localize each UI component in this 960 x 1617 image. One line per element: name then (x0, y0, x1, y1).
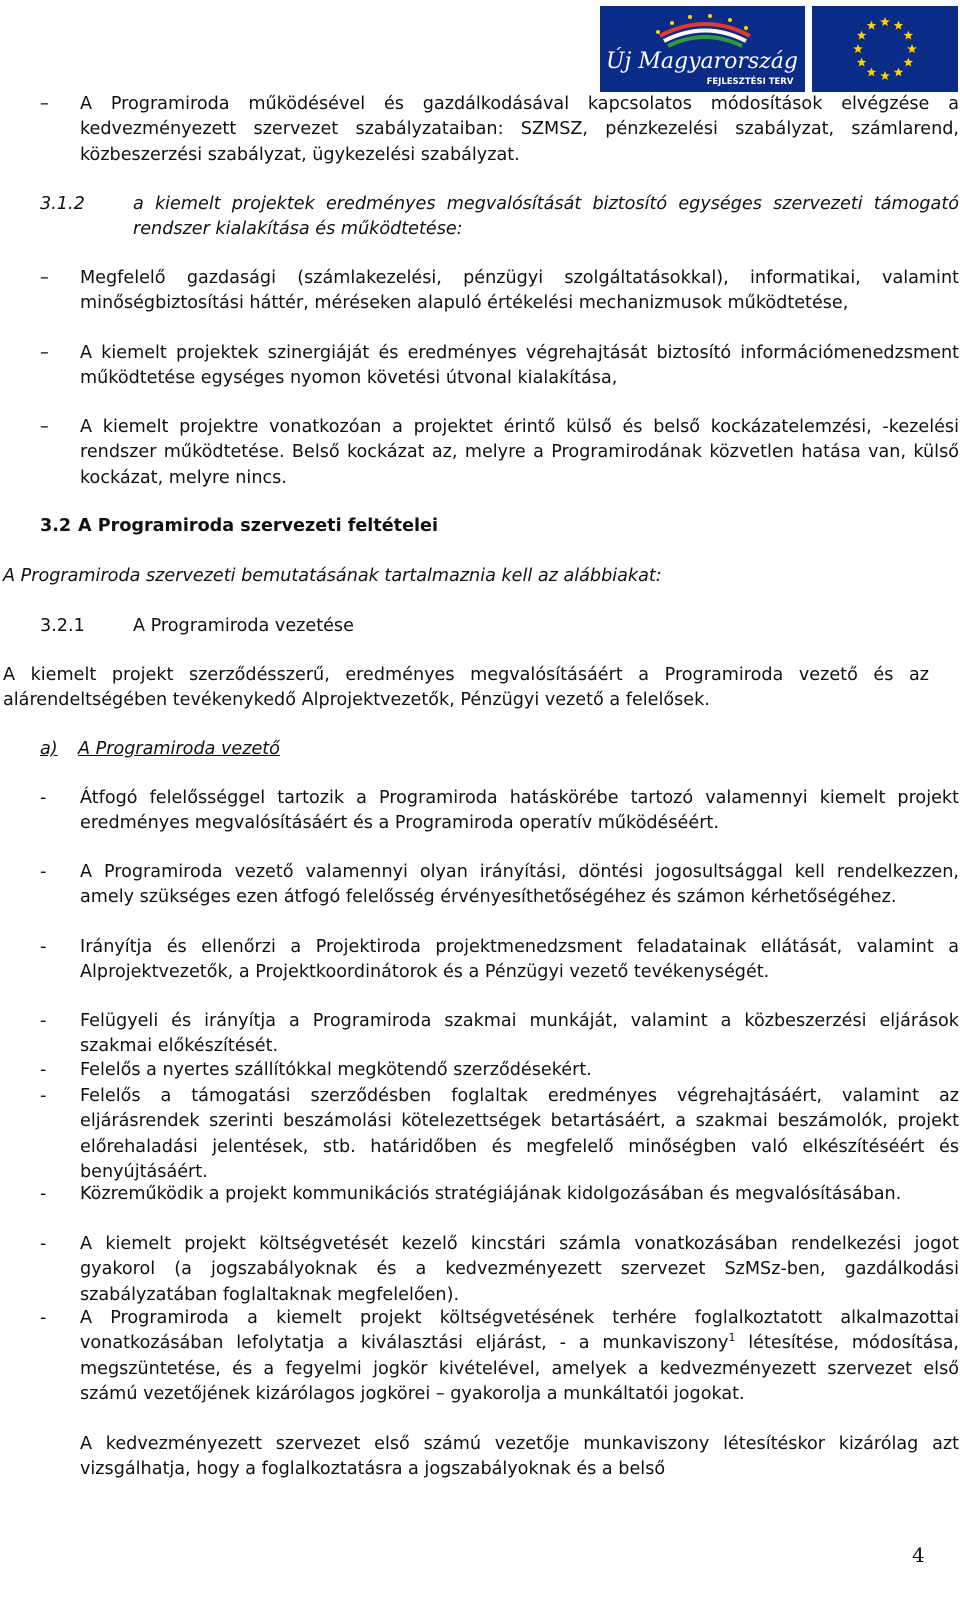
list-item-text (80, 1306, 959, 1407)
list-item (40, 266, 959, 338)
list-item-text: Közreműködik a projekt kommunikációs stratégiájának kidolgozásában és megvalósításában. (80, 1184, 902, 1204)
list-item-text: A Programiroda működésével és gazdálkodásával kapcsolatos módosítások elvégzése a kedvezményezett szervezet szabályzataiban: SZMSZ, pénzkezelési szabályzat, számlarend, közbeszerzési szabályzat, ügykezelési szabályzat. (80, 94, 959, 165)
list-marker: - (40, 862, 47, 882)
uj-magyarorszag-logo (600, 6, 805, 92)
list-marker: - (40, 1184, 47, 1204)
duty-list-item (40, 1306, 959, 1486)
duty-list-item (40, 1182, 959, 1230)
list-marker: - (40, 1060, 47, 1080)
duty-list-item (40, 860, 959, 932)
duty-text-before: A Programiroda a kiemelt projekt költségvetésének terhére foglalkoztatott alkalmazottai vonatkozásában lefolytatja a kiválasztási eljárást, - a munkaviszony (80, 1308, 959, 1354)
section-321-text: A kiemelt projekt szerződésszerű, eredményes megvalósításáért a Programiroda vezető és az alárendeltségében tevékenykedő Alprojektvezetők, Pénzügyi vezető a felelősek. (3, 665, 929, 711)
duty-list-item (40, 1058, 959, 1082)
logo-text: Új Magyarország (606, 49, 798, 74)
section-heading-32: A Programiroda szervezeti feltételei (78, 516, 439, 536)
duty-continuation: A kedvezményezett szervezet első számú vezetője munkaviszony létesítéskor kizárólag azt vizsgálhatja, hogy a foglalkoztatásra a jogszabályoknak és a belső (80, 1434, 959, 1480)
list-marker: – (40, 417, 49, 437)
list-item (40, 341, 959, 413)
section-heading-321: A Programiroda vezetése (133, 616, 354, 636)
list-item-text: Felelős a támogatási szerződésben foglaltak eredményes végrehajtásáért, valamint az eljárásrendek szerinti beszámolási kötelezettségek betartásáért, a szakmai beszámolók, projekt előrehaladási jelentések, stb. határidőben és megfelelő minőségben való elkészítéséért és benyújtásáért. (80, 1086, 959, 1182)
list-item-text: A kiemelt projektre vonatkozóan a projektet érintő külső és belső kockázatelemzési, -kezelési rendszer működtetése. Belső kockázat az, melyre a Programirodának közvetlen hatása van, külső kockázat, melyre nincs. (80, 417, 959, 488)
list-marker: - (40, 1011, 47, 1031)
list-marker: - (40, 1308, 47, 1328)
eu-stars-icon (812, 6, 958, 92)
page-number: 4 (912, 1543, 925, 1567)
eu-flag-logo (812, 6, 958, 92)
duty-list-item (40, 786, 959, 858)
logo-graphic (600, 6, 805, 92)
footnote-reference[interactable]: 1 (728, 1331, 736, 1345)
subsection-heading: A Programiroda vezető (78, 739, 280, 759)
section-32-intro: A Programiroda szervezeti bemutatásának tartalmaznia kell az alábbiakat: (3, 566, 662, 586)
duty-list-item (40, 1232, 959, 1304)
list-item-text: A kiemelt projekt költségvetését kezelő kincstári számla vonatkozásában rendelkezési jogot gyakorol (a jogszabályoknak és a kedvezményezett szervezet SzMSz-ben, gazdálkodási szabályzatában foglaltaknak megfelelően). (80, 1234, 959, 1305)
list-marker: - (40, 937, 47, 957)
list-item-text: Megfelelő gazdasági (számlakezelési, pénzügyi szolgáltatásokkal), informatikai, valamint minőségbiztosítási háttér, méréseken alapuló értékelési mechanizmusok működtetése, (80, 268, 959, 314)
duty-list-item (40, 935, 959, 1007)
list-item-text: A Programiroda vezető valamennyi olyan irányítási, döntési jogosultsággal kell rendelkezzen, amely szükséges ezen átfogó felelősség érvényesíthetőségéhez és számon kérhetőségéhez. (80, 862, 959, 908)
list-item (40, 415, 959, 493)
section-number: 3.2.1 (40, 616, 85, 636)
list-marker: - (40, 1086, 47, 1106)
list-marker: – (40, 268, 49, 288)
logo-subtext: FEJLESZTÉSI TERV (706, 77, 794, 87)
list-item-text: A kiemelt projektek szinergiáját és eredményes végrehajtását biztosító információmenedzsment működtetése egységes nyomon követési útvonal kialakítása, (80, 343, 959, 389)
section-number: 3.2 (40, 516, 72, 536)
section-number: 3.1.2 (40, 194, 85, 214)
section-heading-312: a kiemelt projektek eredményes megvalósítását biztosító egységes szervezeti támogató rendszer kialakítása és működtetése: (133, 194, 959, 240)
list-item-text: Felügyeli és irányítja a Programiroda szakmai munkáját, valamint a közbeszerzési eljárások szakmai előkészítését. (80, 1011, 959, 1057)
list-marker: - (40, 788, 47, 808)
list-item-text: Felelős a nyertes szállítókkal megkötendő szerződésekért. (80, 1060, 592, 1080)
intro-list-item (40, 92, 959, 170)
list-marker: - (40, 1234, 47, 1254)
list-item-text: Átfogó felelősséggel tartozik a Programiroda hatáskörébe tartozó valamennyi kiemelt projekt eredményes megvalósításáért és a Programiroda operatív működéséért. (80, 788, 959, 834)
list-marker: – (40, 343, 49, 363)
subsection-marker: a) (40, 739, 58, 759)
list-marker: – (40, 94, 49, 114)
duty-text-after: létesítése, módosítása, megszüntetése, és a fegyelmi jogkör kivételével, amelyek a kedvezményezett szervezet első számú vezetőjének kizárólagos jogkörei – gyakorolja a munkáltatói jogokat. (80, 1333, 959, 1404)
duty-list-item (40, 1009, 959, 1057)
list-item-text: Irányítja és ellenőrzi a Projektiroda projektmenedzsment feladatainak ellátását, valamint a Alprojektvezetők, a Projektkoordinátorok és a Pénzügyi vezető tevékenységét. (80, 937, 959, 983)
duty-list-item (40, 1084, 959, 1180)
